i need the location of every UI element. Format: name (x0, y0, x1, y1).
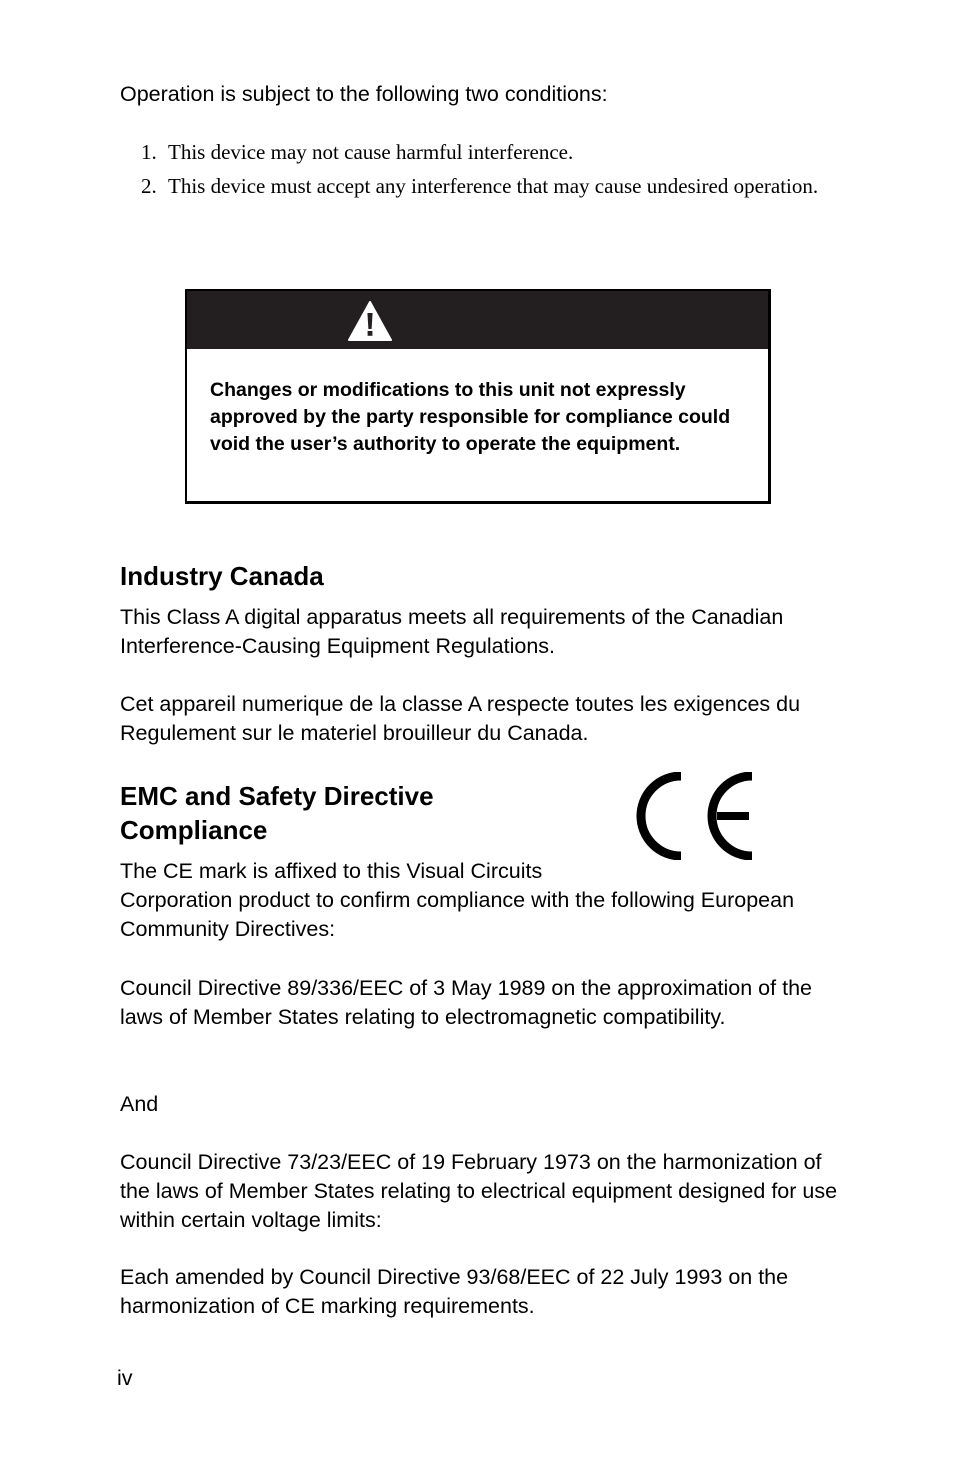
emc-and: And (120, 1092, 159, 1116)
warning-header (187, 291, 768, 349)
intro-text: Operation is subject to the following two conditions: (120, 82, 608, 106)
emc-heading-line2: Compliance (120, 815, 268, 845)
warning-box (185, 289, 771, 504)
emc-paragraph-1 (120, 857, 840, 944)
industry-canada-paragraph-en: This Class A digital apparatus meets all requirements of the Canadian Interference-Causing Equipment Regulations. (120, 605, 784, 658)
list-item (135, 138, 835, 167)
emc-paragraph-3: Council Directive 73/23/EEC of 19 February 1973 on the harmonization of the laws of Member States relating to electrical equipment designed for use within certain voltage limits: (120, 1150, 838, 1232)
section-heading-industry-canada: Industry Canada (120, 561, 324, 591)
list-item (135, 172, 835, 201)
list-item-number: 1. (141, 140, 157, 164)
section-heading-emc (120, 779, 540, 847)
emc-paragraph-1-line1: The CE mark is affixed to this Visual Circuits (120, 859, 543, 883)
ce-mark-icon (631, 772, 757, 860)
warning-text: Changes or modifications to this unit not expressly approved by the party responsible for compliance could void the user’s authority to operate the equipment. (210, 379, 731, 455)
page-number: iv (117, 1366, 133, 1390)
industry-canada-paragraph-fr: Cet appareil numerique de la classe A respecte toutes les exigences du Regulement sur le materiel brouilleur du Canada. (120, 692, 801, 745)
emc-heading-line1: EMC and Safety Directive (120, 781, 434, 811)
list-item-text: This device may not cause harmful interference. (168, 140, 574, 164)
list-item-text: This device must accept any interference that may cause undesired operation. (168, 174, 819, 198)
emc-paragraph-4: Each amended by Council Directive 93/68/EEC of 22 July 1993 on the harmonization of CE marking requirements. (120, 1265, 789, 1318)
emc-paragraph-2: Council Directive 89/336/EEC of 3 May 1989 on the approximation of the laws of Member States relating to electromagnetic compatibility. (120, 976, 812, 1029)
list-item-number: 2. (141, 174, 157, 198)
warning-triangle-icon (346, 299, 394, 343)
emc-paragraph-1-rest: Corporation product to confirm compliance with the following European Community Directives: (120, 888, 795, 941)
conditions-list (135, 138, 835, 206)
